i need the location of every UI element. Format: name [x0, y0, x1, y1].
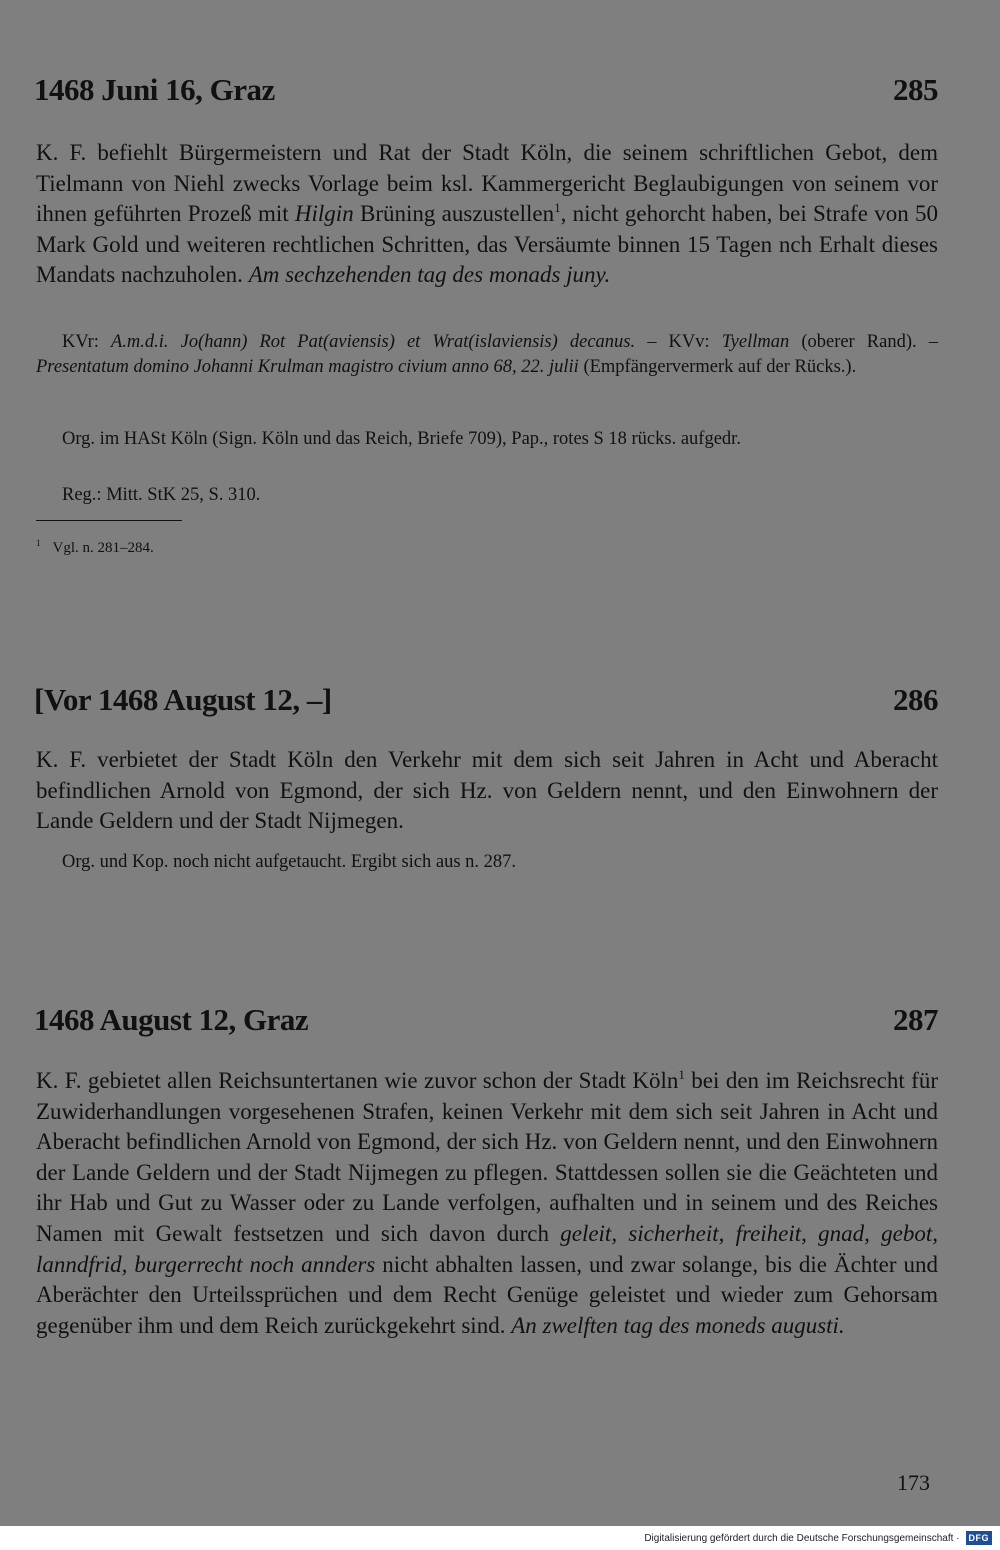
entry-287-summary: K. F. gebietet allen Reichsuntertanen wie zuvor schon der Stadt Köln$^1$ bei den im Reichsrecht für Zuwiderhandlungen vorgesehenen Strafen, keinen Verkehr mit dem sich seit Jahren in Acht und Aberacht befindlichen Arnold von Egmond, der sich Hz. von Geldern nennt, und den Einwohnern der Lande Geldern und der Stadt Nijmegen zu pflegen. Stattdessen sollen sie die Geächteten und ihr Hab und Gut zu Wasser oder zu Lande verfolgen, aufhalten und in seinem und des Reiches Namen mit Gewalt festsetzen und sich davon durch geleit, sicherheit, freiheit, gnad, gebot, lanndfrid, burgerrecht noch annders nicht abhalten lassen, und zwar solange, bis die Ächter und Aberächter den Urteilssprüchen und dem Recht Genüge geleistet und wieder zum Gehorsam gegenüber ihm und dem Reich zurückgekehrt sind. An zwelften tag des moneds augusti.	[36, 1067, 939, 1338]
entry-number: 285	[893, 72, 938, 107]
entry-286-archive: Org. und Kop. noch nicht aufgetaucht. Ergibt sich aus n. 287.	[62, 852, 517, 872]
dating-clause: Am sechzehenden tag des monads juny.	[248, 262, 611, 288]
entry-number: 286	[893, 682, 938, 717]
entry-285-summary: K. F. befiehlt Bürgermeistern und Rat der Stadt Köln, die seinem schriftlichen Gebot, dem Tielmann von Niehl zwecks Vorlage beim ksl. Kammergericht Beglaubigungen von seinem vor ihnen geführten Prozeß mit Hilgin Brüning auszustellen$^1$, nicht gehorcht haben, bei Strafe von 50 Mark Gold und weiteren rechtlichen Schritten, das Versäumte binnen 15 Tagen nch Erhalt dieses Mandats nachzuholen. Am sechzehenden tag des monads juny.	[36, 140, 939, 288]
page-number: 173	[897, 1470, 930, 1495]
entry-287-heading	[34, 1002, 938, 1038]
entry-date: [Vor 1468 August 12, –]	[34, 682, 332, 717]
entry-285-heading	[34, 72, 938, 108]
dfg-credit-text: Digitalisierung gefördert durch die Deutsche Forschungsgemeinschaft ·	[644, 1532, 960, 1544]
entry-number: 287	[893, 1002, 938, 1037]
person-name: Hilgin	[294, 201, 354, 227]
entry-285-footnote: $^1$ Vgl. n. 281–284.	[36, 538, 154, 556]
dfg-logo: DFG	[966, 1531, 993, 1545]
entry-286-summary: K. F. verbietet der Stadt Köln den Verkehr mit dem sich seit Jahren in Acht und Aberacht befindlichen Arnold von Egmond, der sich Hz. von Geldern nennt, und den Einwohnern der Lande Geldern und der Stadt Nijmegen.	[36, 747, 938, 834]
dating-clause: An zwelften tag des moneds augusti.	[511, 1312, 845, 1338]
entry-285-archive: Org. im HASt Köln (Sign. Köln und das Reich, Briefe 709), Pap., rotes S 18 rücks. aufgedr.	[62, 429, 741, 449]
footnote-marker: 1	[678, 1067, 685, 1082]
entry-285-regest: Reg.: Mitt. StK 25, S. 310.	[62, 485, 261, 505]
footnote-marker: 1	[554, 200, 561, 216]
entry-286-heading	[34, 682, 938, 718]
dfg-credit-bar	[0, 1526, 1000, 1550]
footnote-divider	[36, 520, 182, 521]
footnote-number: 1	[36, 538, 41, 548]
entry-285-notes: KVr: A.m.d.i. Jo(hann) Rot Pat(aviensis) et Wrat(islaviensis) decanus. – KVv: Tyellman (oberer Rand). – Presentatum domino Johanni Krulman magistro civium anno 68, 22. julii (Empfängervermerk auf der Rücks.).	[36, 332, 938, 377]
entry-date: 1468 Juni 16, Graz	[34, 72, 275, 107]
quoted-terms: geleit, sicherheit, freiheit, gnad, gebot, lanndfrid, burgerrecht noch annders	[36, 1220, 938, 1277]
entry-date: 1468 August 12, Graz	[34, 1002, 309, 1037]
